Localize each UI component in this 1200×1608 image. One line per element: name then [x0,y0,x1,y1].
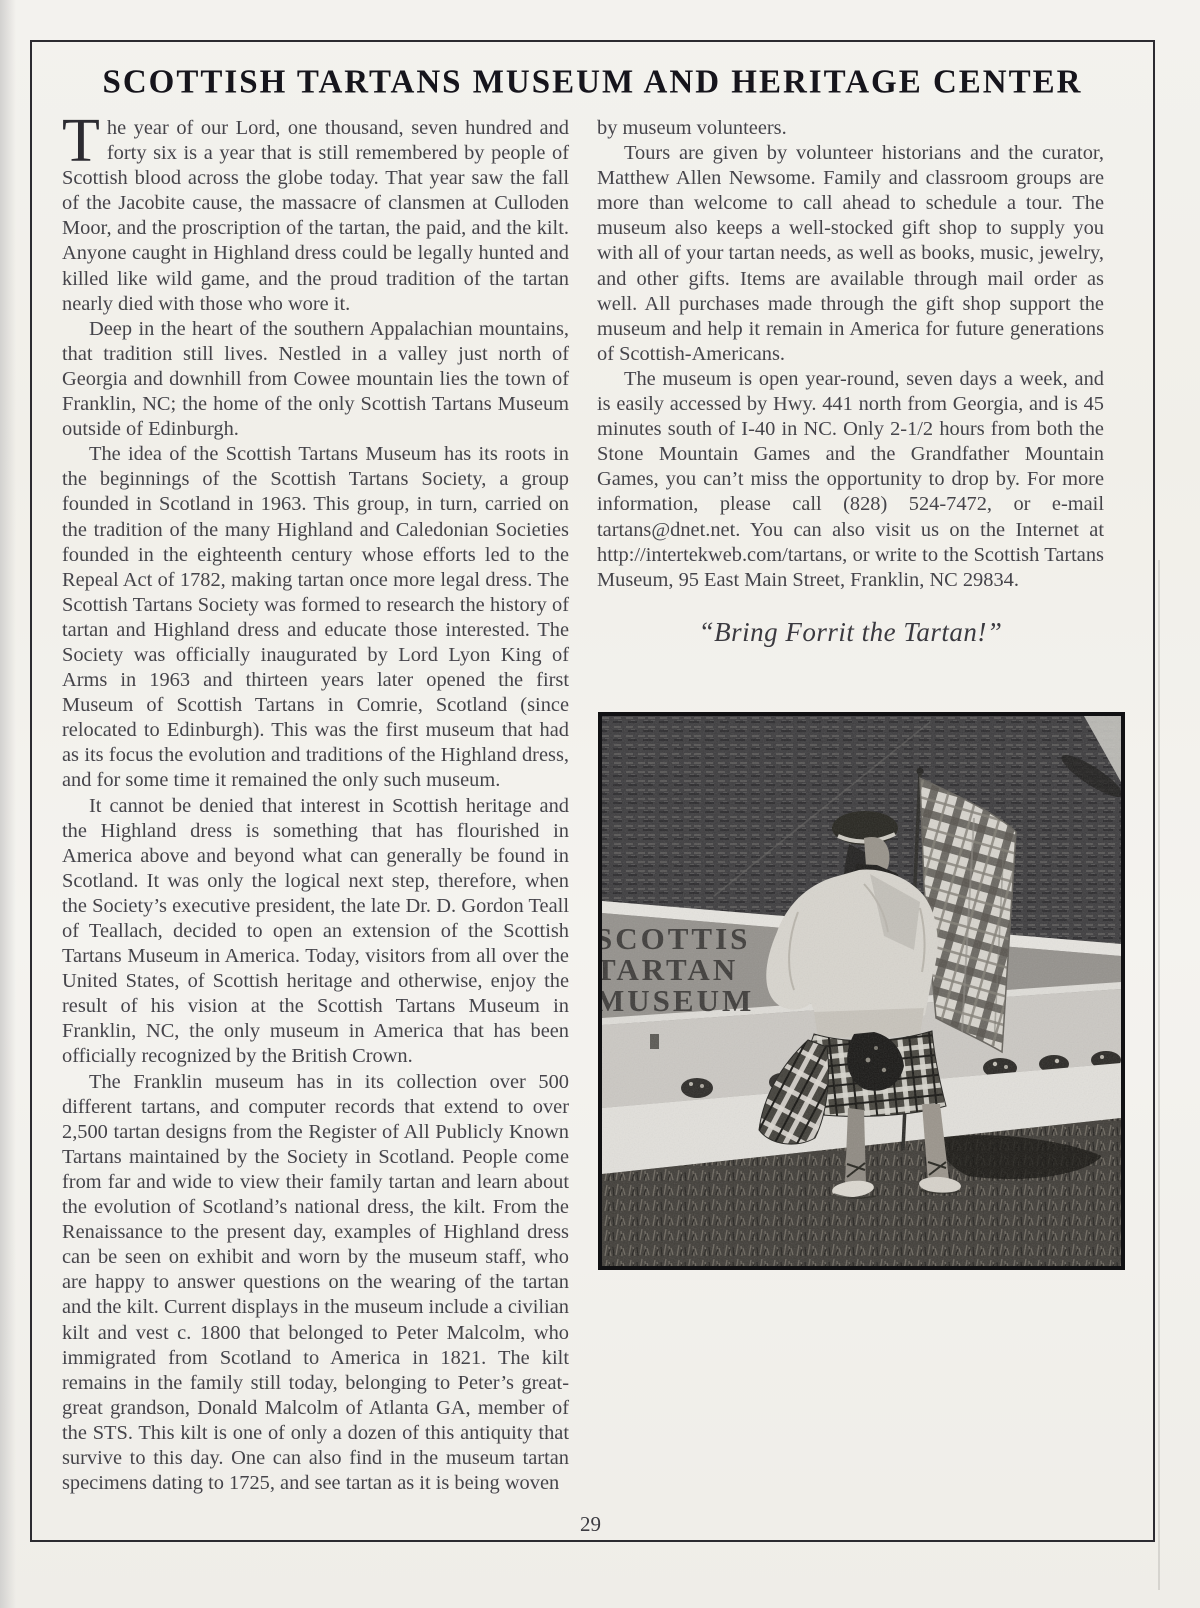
paragraph: It cannot be denied that interest in Scottish heritage and the Highland dress is something that has flourished in America above and beyond what can generally be found in Scotland. It was only the logical next step, therefore, when the Society’s executive president, the late Dr. D. Gordon Teall of Teallach, decided to open an extension of the Scottish Tartans Museum in America. Today, visitors from all over the United States, of Scottish heritage and otherwise, enjoy the result of his vision at the Scottish Tartans Museum in Franklin, NC, the only museum in America that has been officially recognized by the British Crown. [62,794,569,1068]
page-frame [30,40,1155,1542]
paragraph: The Franklin museum has in its collection over 500 different tartans, and computer records that extend to over 2,500 tartan designs from the Register of All Publicly Known Tartans maintained by the Society in Scotland. People come from far and wide to view their family tartan and learn about the evolution of Scotland’s national dress, the kilt. From the Renaissance to the present day, examples of Highland dress can be seen on exhibit and worn by the museum staff, who are happy to answer questions on the wearing of the tartan and the kilt. Current displays in the museum include a civilian kilt and vest c. 1800 that belonged to Peter Malcolm, who immigrated from Scotland to America in 1821. The kilt remains in the family still today, belonging to Peter’s great-great grandson, Donald Malcolm of Atlanta GA, member of the STS. This kilt is one of only a dozen of this antiquity that survive to this day. One can also find in the museum tartan specimens dating to 1725, and see tartan as it is being woven [62,1070,569,1495]
paragraph: The museum is open year-round, seven days a week, and is easily accessed by Hwy. 441 north from Georgia, and is 45 minutes south of I-40 in NC. Only 2-1/2 hours from both the Stone Mountain Games and the Grandfather Mountain Games, you can’t miss the opportunity to drop by. For more information, please call (828) 524-7472, or e-mail tartans@dnet.net. You can also visit us on the Internet at http://intertekweb.com/tartans, or write to the Scottish Tartans Museum, 95 East Main Street, Franklin, NC 29834. [597,367,1104,591]
paragraph-text: he year of our Lord, one thousand, seven hundred and forty six is a year that is still remembered by people of Scottish blood across the globe today. That year saw the fall of the Jacobite cause, the massacre of clansmen at Culloden Moor, and the proscription of the tartan, the paid, and the kilt. Anyone caught in Highland dress could be legally hunted and killed like wild game, and the proud tradition of the tartan nearly died with those who wore it. [62,117,569,315]
photo-grain [602,716,1121,1266]
scan-page-edge [1158,560,1160,1590]
drop-cap: T [62,107,100,175]
museum-photo [598,712,1125,1270]
pull-quote: “Bring Forrit the Tartan!” [698,616,1003,647]
paragraph: by museum volunteers. [597,117,787,139]
page-title: SCOTTISH TARTANS MUSEUM AND HERITAGE CENTER [102,63,1083,101]
paragraph: Tours are given by volunteer historians and the curator, Matthew Allen Newsome. Family and classroom groups are more than welcome to call ahead to schedule a tour. The museum also keeps a well-stocked gift shop to supply you with all of your tartan needs, as well as books, music, jewelry, and other gifts. Items are available through mail order as well. All purchases made through the gift shop support the museum and help it remain in America for future generations of Scottish-Americans. [597,142,1104,365]
left-column [62,107,569,1496]
page-number: 29 [580,1512,601,1536]
paragraph: The idea of the Scottish Tartans Museum has its roots in the beginnings of the Scottish Tartans Society, a group founded in Scotland in 1963. This group, in turn, carried on the tradition of the many Highland and Caledonian Societies founded in the eighteenth century whose efforts led to the Repeal Act of 1782, making tartan once more legal dress. The Scottish Tartans Society was formed to research the history of tartan and Highland dress and educate those interested. The Society was officially inaugurated by Lord Lyon King of Arms in 1963 and thirteen years later opened the first Museum of Scottish Tartans in Comrie, Scotland (since relocated to Edinburgh). This was the first museum that had as its focus the evolution and traditions of the Highland dress, and for some time it remained the only such museum. [62,443,569,792]
right-column [597,116,1104,645]
paragraph [62,107,569,317]
paragraph: Deep in the heart of the southern Appalachian mountains, that tradition still lives. Nestled in a valley just north of Georgia and downhill from Cowee mountain lies the town of Franklin, NC; the home of the only Scottish Tartans Museum outside of Edinburgh. [62,317,569,441]
scan-shadow-left [0,0,16,1608]
